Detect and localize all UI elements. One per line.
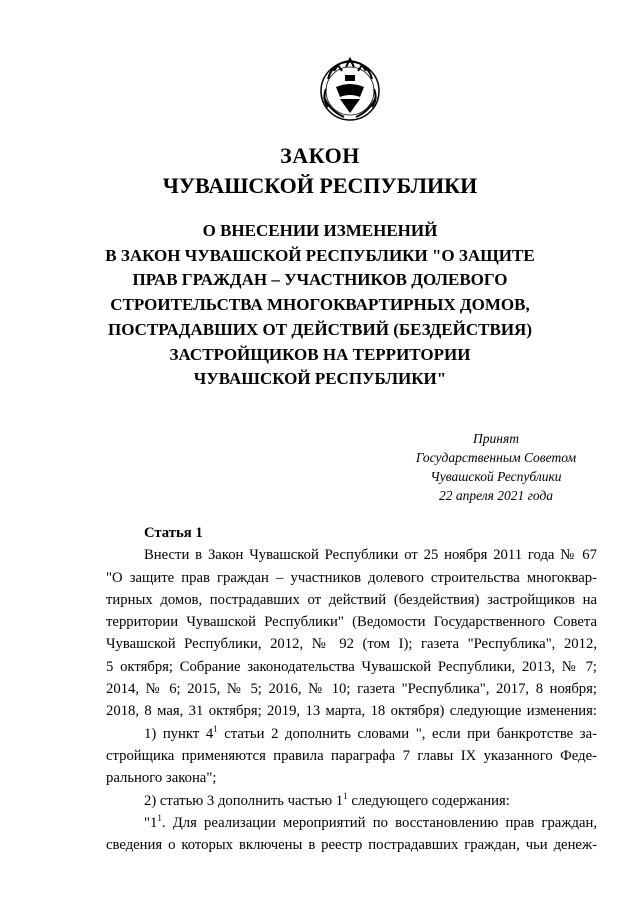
law-title-line: В ЗАКОН ЧУВАШСКОЙ РЕСПУБЛИКИ "О ЗАЩИТЕ [105,245,535,265]
law-title [0,219,640,392]
quote-line [106,812,597,834]
paragraph-line: Внести в Закон Чувашской Республики от 25 ноября 2011 года № 67 [144,547,597,564]
law-title-line: ЗАСТРОЙЩИКОВ НА ТЕРРИТОРИИ [169,344,471,364]
paragraph-line: 5 октября; Собрание законодательства Чувашской Республики, 2013, № 7; [106,658,597,675]
quote-text: "1 [144,814,158,831]
paragraph-line: "О защите прав граждан – участников долевого строительства многоквар- [106,569,597,586]
law-title-line: О ВНЕСЕНИИ ИЗМЕНЕНИЙ [202,221,438,240]
adoption-line: Чувашской Республики [430,469,562,484]
law-title-line: СТРОИТЕЛЬСТВА МНОГОКВАРТИРНЫХ ДОМОВ, [110,295,530,315]
quote-text: . Для реализации мероприятий по восстановлению прав граждан, [161,814,597,831]
adoption-line: Принят [473,431,519,446]
item-1-text: 1) пункт 4 [144,725,214,742]
item-1-text: статьи 2 дополнить словами ", если при банкротстве за- [217,725,597,742]
item-2-text: следующего содержания: [347,792,510,809]
law-title-line: ПОСТРАДАВШИХ ОТ ДЕЙСТВИЙ (БЕЗДЕЙСТВИЯ) [108,319,532,339]
law-title-line: ПРАВ ГРАЖДАН – УЧАСТНИКОВ ДОЛЕВОГО [132,270,508,290]
item-2-line [106,790,597,812]
paragraph-line: территории Чувашской Республики" (Ведомости Государственного Совета [106,614,597,631]
adoption-line: Государственным Советом [415,450,577,465]
item-2-text: 2) статью 3 дополнить частью 1 [144,792,344,809]
paragraph-line: Чувашской Республики, 2012, № 92 (том I); газета "Республика", 2012, [106,636,597,653]
superscript: 1 [157,812,162,823]
article-heading: Статья 1 [144,525,203,541]
item-1-line: рального закона"; [106,770,217,787]
paragraph-line: 2018, 8 мая, 31 октября; 2019, 13 марта, 18 октября) следующие изменения: [106,703,597,720]
item-1-line: стройщика применяются правила параграфа 7 главы IX указанного Феде- [106,747,597,764]
paragraph-line: тирных домов, пострадавших от действий (бездействия) застройщиков на [106,591,597,608]
item-1-line [106,723,597,745]
article-body [106,522,597,856]
adoption-date: 22 апреля 2021 года [438,488,554,503]
chuvash-emblem-icon [314,53,386,125]
law-word: ЗАКОН [280,143,360,168]
superscript: 1 [343,790,348,801]
adoption-note [392,429,600,505]
paragraph-line: 2014, № 6; 2015, № 5; 2016, № 10; газета "Республика", 2017, 8 ноября; [106,681,597,698]
quote-line: сведения о которых включены в реестр пострадавших граждан, чьи денеж- [106,837,597,854]
law-title-line: ЧУВАШСКОЙ РЕСПУБЛИКИ" [193,369,447,389]
superscript: 1 [213,723,218,734]
republic-name: ЧУВАШСКОЙ РЕСПУБЛИКИ [162,173,478,198]
